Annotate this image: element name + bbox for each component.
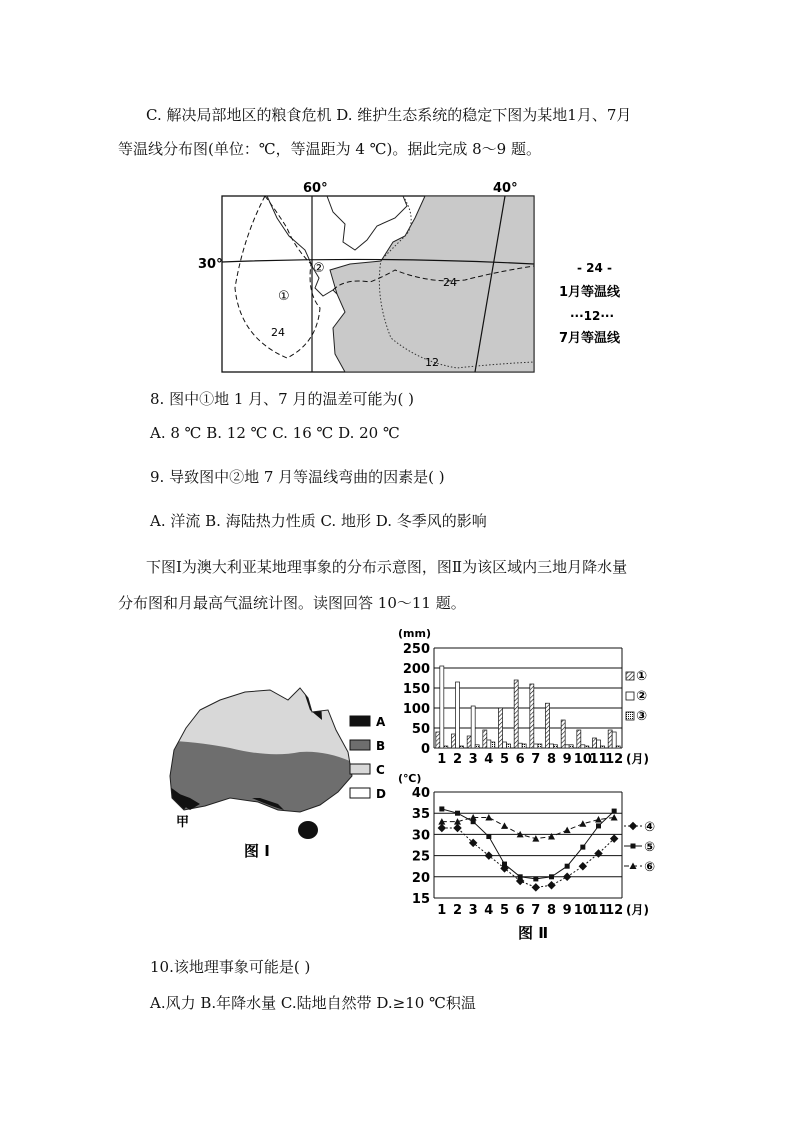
- bar-1-month-1: [436, 732, 440, 748]
- line-series-3: [442, 817, 614, 838]
- point-6: [579, 820, 586, 827]
- line-x-tick: 2: [452, 903, 463, 918]
- point-5: [533, 876, 538, 881]
- bar-y-tick: 50: [411, 722, 430, 737]
- bar-1-month-9: [561, 720, 565, 748]
- bar-3-month-10: [585, 746, 589, 748]
- bar-x-tick: 4: [484, 752, 494, 767]
- iso-24-west-label: 24: [271, 326, 285, 339]
- line-x-tick: 7: [531, 903, 541, 918]
- point-4: [547, 881, 555, 889]
- bar-3-month-5: [507, 744, 511, 748]
- place-jia-label: 甲: [176, 815, 190, 830]
- bar-3-month-7: [538, 744, 542, 748]
- bar-2-month-8: [550, 744, 554, 748]
- line-series-2: [442, 809, 614, 879]
- bar-x-tick: 7: [531, 752, 541, 767]
- line-y-tick: 30: [411, 828, 430, 844]
- bar-y-tick: 250: [402, 642, 430, 657]
- point-5: [455, 811, 460, 816]
- figure-2-charts: [396, 624, 686, 944]
- bar-2-month-12: [612, 732, 616, 748]
- point-5: [439, 806, 444, 811]
- line-legend-label-4: ④: [644, 820, 656, 835]
- point-2-label: ②: [313, 261, 325, 276]
- bar-3-month-6: [522, 744, 526, 748]
- bar-3-month-9: [569, 745, 573, 748]
- bar-3-month-4: [491, 742, 495, 748]
- point-5: [518, 874, 523, 879]
- bar-x-tick: 3: [468, 752, 478, 767]
- fig1-caption: 图 Ⅰ: [244, 842, 270, 860]
- bar-x-tick: 12: [605, 752, 624, 767]
- line-x-tick: 9: [562, 903, 572, 918]
- bar-2-month-11: [597, 740, 601, 748]
- line-x-tick: 6: [515, 903, 525, 918]
- intro2-line-2: 分布图和月最高气温统计图。读图回答 10～11 题。: [118, 594, 466, 612]
- legend-b: B: [376, 739, 386, 753]
- bar-x-tick: 10: [573, 752, 592, 767]
- bar-legend-swatch-2: [626, 692, 634, 700]
- intro-line-1: C. 解决局部地区的粮食危机 D. 维护生态系统的稳定下图为某地1月、7月: [146, 106, 632, 124]
- legend-jan-symbol: - 24 -: [577, 261, 613, 275]
- bar-x-tick: 2: [452, 752, 463, 767]
- bar-legend-label-2: ②: [636, 689, 648, 704]
- bar-2-month-2: [456, 682, 460, 748]
- line-x-tick: 3: [468, 903, 478, 918]
- line-x-tick: 10: [573, 903, 592, 918]
- bar-1-month-5: [499, 708, 503, 748]
- legend-c: C: [376, 763, 385, 777]
- q9-stem: 9. 导致图中②地 7 月等温线弯曲的因素是( ): [150, 468, 445, 486]
- fig2-caption: 图 Ⅱ: [518, 924, 549, 942]
- bar-2-month-7: [534, 744, 538, 748]
- fig1-legend: [350, 715, 386, 801]
- legend-jan-label: 1月等温线: [559, 285, 621, 300]
- point-5: [612, 809, 617, 814]
- bar-legend-swatch-1: [626, 672, 634, 680]
- q10-stem: 10.该地理事象可能是( ): [150, 958, 311, 976]
- point-6: [595, 816, 602, 823]
- point-6: [501, 822, 508, 829]
- temp-line-chart: [398, 772, 655, 918]
- bar-3-month-1: [444, 746, 448, 748]
- bar-1-month-3: [467, 736, 471, 748]
- bar-1-month-6: [514, 680, 518, 748]
- line-x-tick: 5: [499, 903, 510, 918]
- point-4: [532, 883, 540, 891]
- bar-1-month-2: [452, 734, 456, 748]
- line-legend-label-6: ⑥: [644, 860, 656, 875]
- bar-2-month-5: [503, 742, 507, 748]
- bar-3-month-2: [460, 746, 464, 748]
- bar-1-month-11: [593, 738, 597, 748]
- intro-line-2: 等温线分布图(单位：℃，等温距为 4 ℃)。据此完成 8～9 题。: [118, 140, 541, 158]
- lon-60-label: 60°: [303, 181, 328, 196]
- bar-2-month-10: [581, 745, 585, 748]
- bar-2-month-4: [487, 740, 491, 748]
- line-x-tick: 12: [605, 903, 624, 918]
- point-4: [563, 873, 571, 881]
- iso-12-label: 12: [425, 356, 439, 369]
- point-1-label: ①: [278, 289, 290, 304]
- bar-1-month-10: [577, 730, 581, 748]
- bar-legend-swatch-3: [626, 712, 634, 720]
- bar-1-month-7: [530, 684, 534, 748]
- bar-1-month-4: [483, 730, 487, 748]
- bar-3-month-12: [616, 746, 620, 748]
- point-4: [438, 824, 446, 832]
- point-6: [485, 814, 492, 821]
- bar-x-tick: 9: [562, 752, 572, 767]
- line-x-tick: 11: [589, 903, 608, 918]
- bar-x-tick: 11: [589, 752, 608, 767]
- bar-y-tick: 200: [402, 662, 430, 677]
- line-x-unit: (月): [626, 903, 649, 917]
- bar-y-tick: 100: [402, 702, 430, 717]
- bar-x-tick: 1: [437, 752, 447, 767]
- bar-3-month-3: [475, 745, 479, 748]
- point-6: [564, 827, 571, 834]
- bar-y-tick: 0: [420, 742, 430, 757]
- iso-24-east-label: 24: [443, 276, 457, 289]
- lat-30-label: 30°: [198, 257, 223, 272]
- q8-options: A. 8 ℃ B. 12 ℃ C. 16 ℃ D. 20 ℃: [150, 424, 400, 442]
- q9-options: A. 洋流 B. 海陆热力性质 C. 地形 D. 冬季风的影响: [150, 512, 487, 530]
- legend-marker-4: [629, 822, 637, 830]
- bar-y-tick: 150: [402, 682, 430, 697]
- line-y-tick: 35: [411, 807, 430, 823]
- bar-legend-label-1: ①: [636, 669, 648, 684]
- legend-d: D: [376, 787, 386, 801]
- point-5: [580, 845, 585, 850]
- legend-marker-5: [631, 844, 636, 849]
- bar-2-month-6: [518, 743, 522, 748]
- bar-1-month-12: [608, 730, 612, 748]
- point-6: [611, 814, 618, 821]
- bar-2-month-9: [565, 745, 569, 748]
- line-legend-label-5: ⑤: [644, 840, 656, 855]
- legend-a: A: [376, 715, 386, 729]
- line-y-unit: (℃): [398, 772, 422, 785]
- lon-40-label: 40°: [493, 181, 518, 196]
- point-4: [453, 824, 461, 832]
- bar-x-tick: 6: [515, 752, 525, 767]
- point-5: [565, 864, 570, 869]
- tasmania: [298, 821, 318, 839]
- point-5: [596, 823, 601, 828]
- point-5: [549, 874, 554, 879]
- line-x-tick: 1: [437, 903, 447, 918]
- bar-3-month-8: [554, 745, 558, 748]
- line-y-tick: 20: [411, 870, 430, 886]
- line-x-tick: 8: [546, 903, 557, 918]
- bar-x-tick: 5: [499, 752, 510, 767]
- q10-options: A.风力 B.年降水量 C.陆地自然带 D.≥10 ℃积温: [150, 994, 476, 1012]
- point-4: [594, 849, 602, 857]
- point-4: [579, 862, 587, 870]
- point-5: [486, 834, 491, 839]
- bar-2-month-1: [440, 666, 444, 748]
- legend-jul-label: 7月等温线: [559, 331, 621, 346]
- bar-y-unit: (mm): [398, 627, 431, 640]
- isotherm-map: [195, 178, 655, 378]
- line-y-tick: 15: [411, 892, 430, 907]
- point-5: [502, 862, 507, 867]
- line-y-tick: 25: [411, 849, 430, 865]
- bar-2-month-3: [471, 706, 475, 748]
- precip-bar-chart: [398, 627, 649, 767]
- bar-1-month-8: [546, 703, 550, 748]
- q8-stem: 8. 图中①地 1 月、7 月的温差可能为( ): [150, 390, 414, 408]
- bar-x-tick: 8: [546, 752, 557, 767]
- intro2-line-1: 下图Ⅰ为澳大利亚某地理事象的分布示意图，图Ⅱ为该区域内三地月降水量: [146, 558, 628, 576]
- bar-3-month-11: [601, 746, 605, 748]
- australia-map: [160, 680, 400, 870]
- line-x-tick: 4: [484, 903, 494, 918]
- legend-jul-symbol: ···12···: [570, 309, 615, 323]
- bar-x-unit: (月): [626, 752, 649, 766]
- bar-legend-label-3: ③: [636, 709, 648, 724]
- line-y-tick: 40: [411, 786, 430, 801]
